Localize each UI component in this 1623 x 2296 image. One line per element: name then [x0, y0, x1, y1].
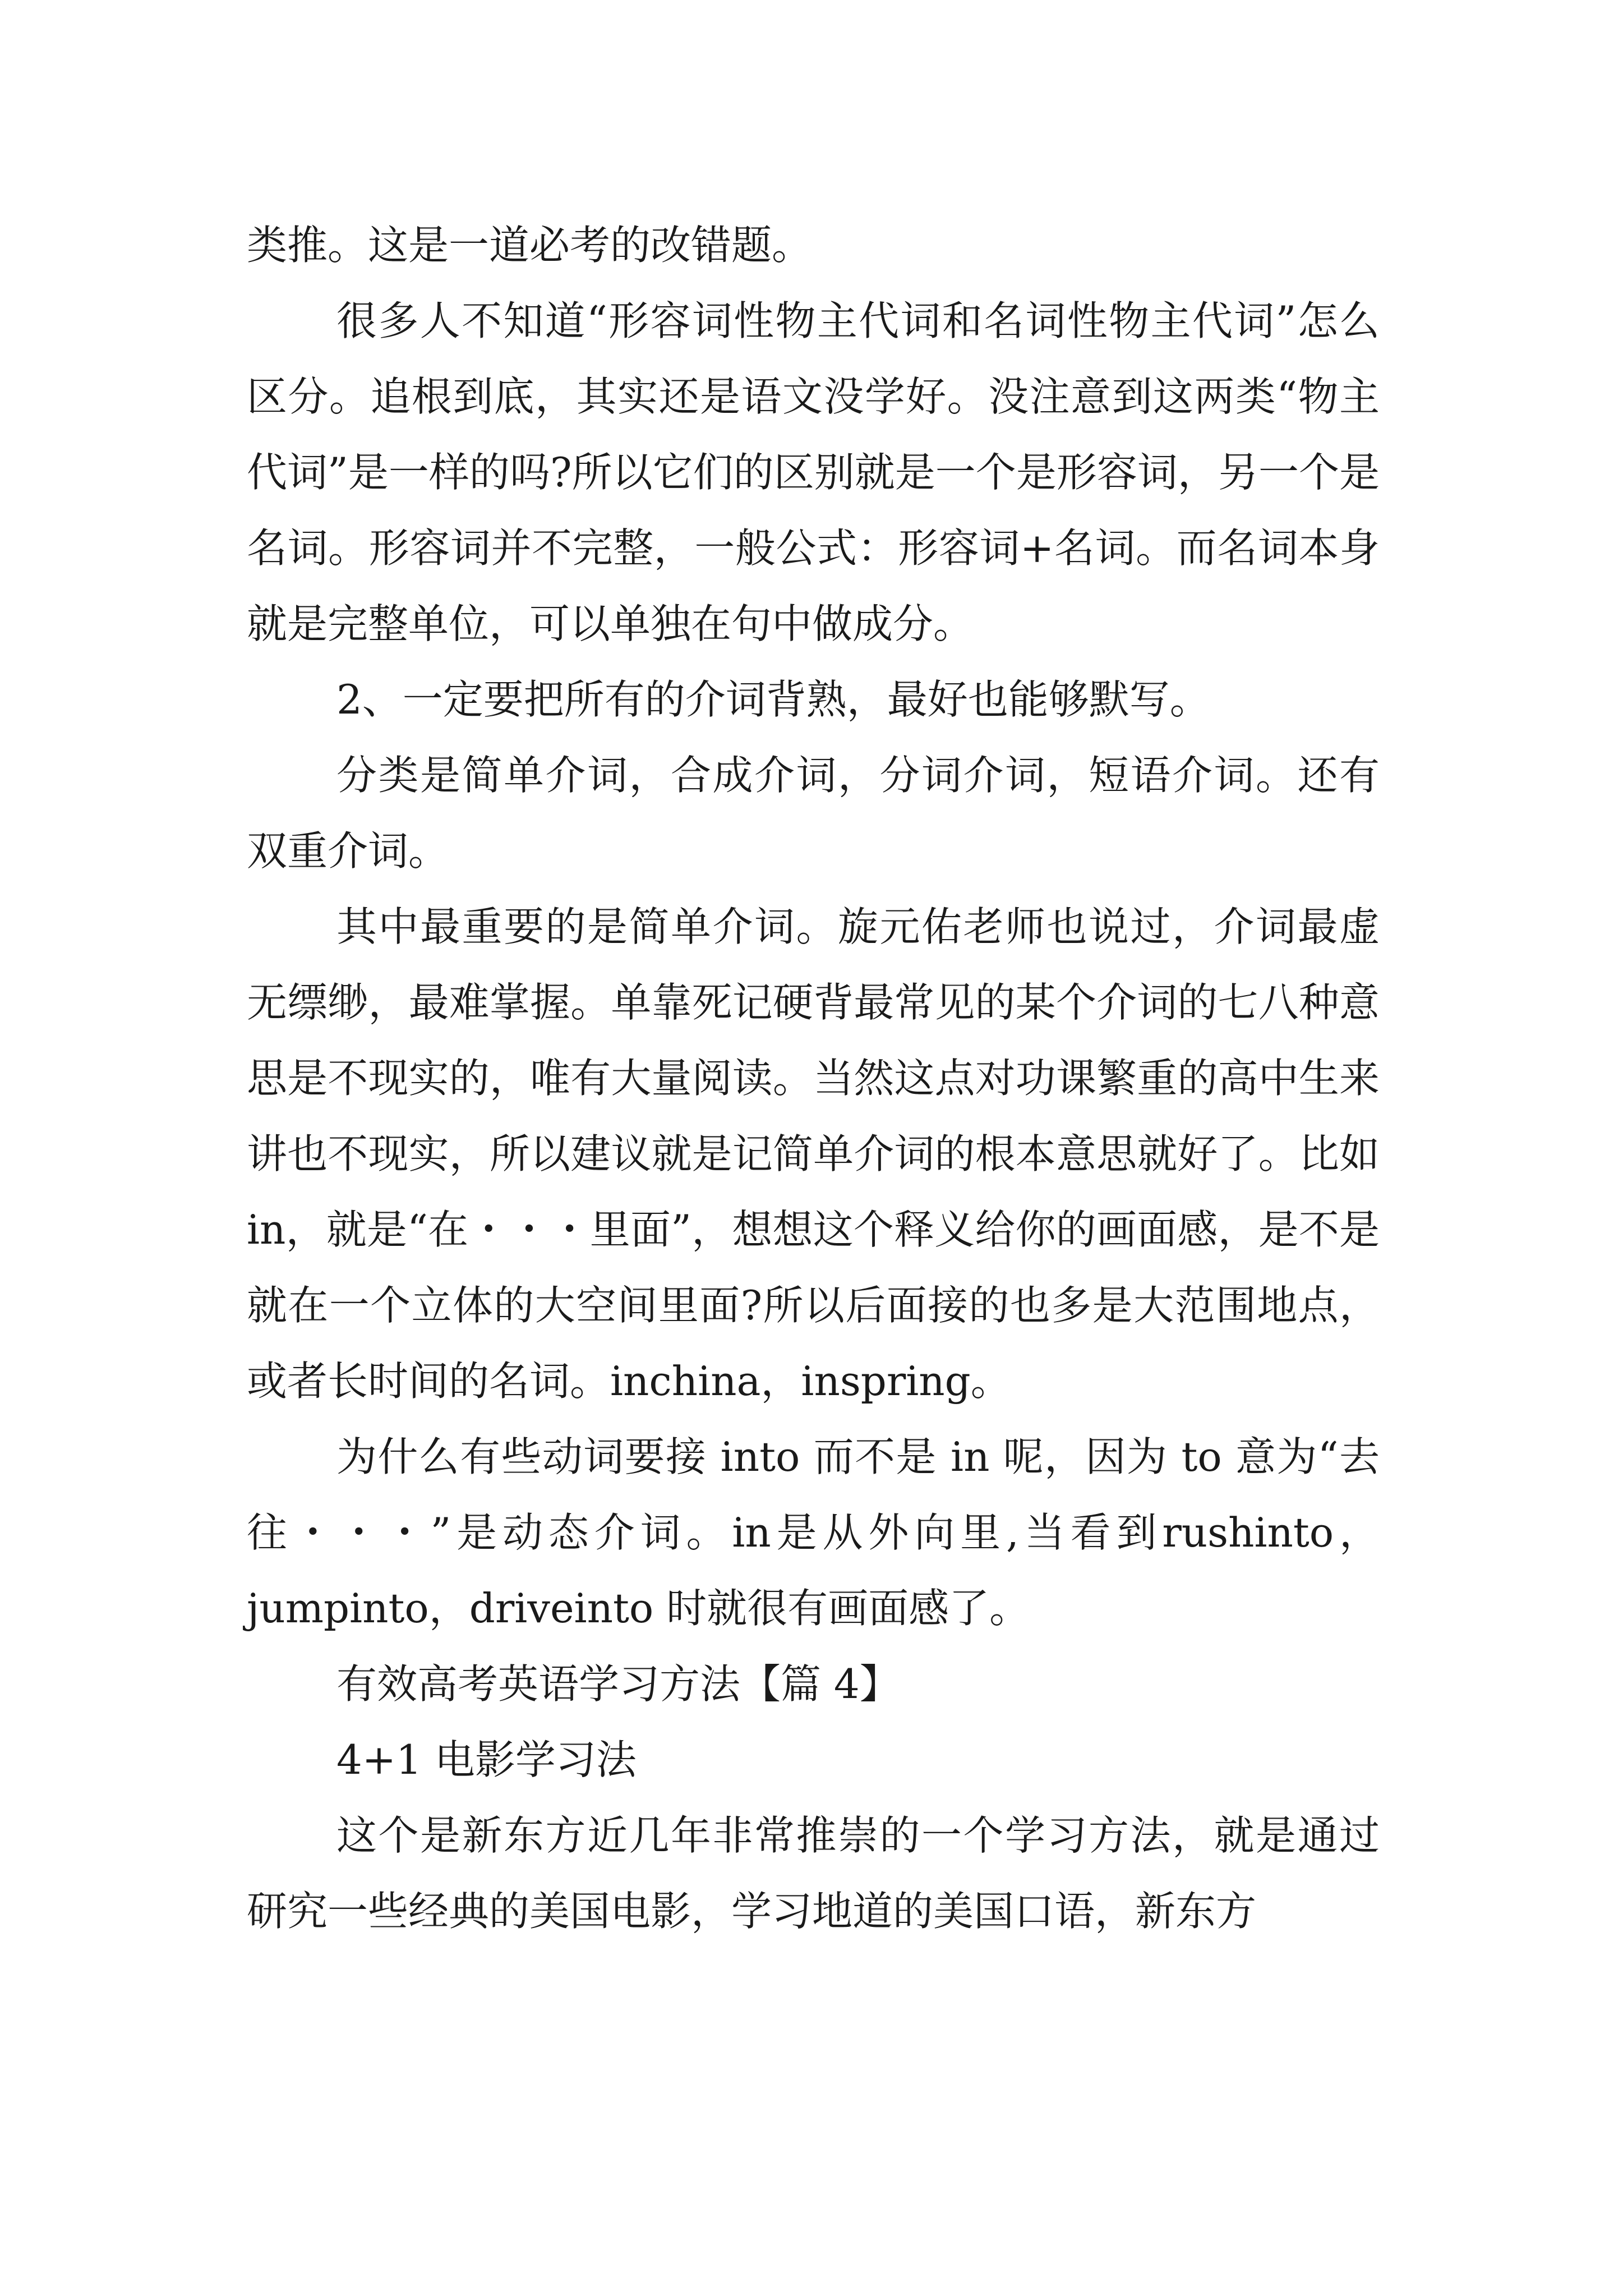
section-heading: 有效高考英语学习方法【篇 4】: [336, 1660, 900, 1708]
paragraph-point-2: 2、一定要把所有的介词背熟，最好也能够默写。: [336, 676, 1210, 723]
paragraph-preposition-types: 分类是简单介词，合成介词，分词介词，短语介词。还有双重介词。: [247, 752, 1380, 875]
paragraph-possessive-pronouns: 很多人不知道“形容词性物主代词和名词性物主代词”怎么区分。追根到底，其实还是语文没学好。没注意到这两类“物主代词”是一样的吗?所以它们的区别就是一个是形容词，另一个是名词。形容词并不完整，一般公式：形容词+名词。而名词本身就是完整单位，可以单独在句中做成分。: [247, 297, 1380, 647]
paragraph-continuation: 类推。这是一道必考的改错题。: [247, 222, 813, 269]
paragraph-into-vs-in: 为什么有些动词要接 into 而不是 in 呢，因为 to 意为“去往・・・”是动态介词。in是从外向里,当看到rushinto，jumpinto，driveinto 时就很有画面感了。: [247, 1433, 1380, 1632]
paragraph-simple-prepositions: 其中最重要的是简单介词。旋元佑老师也说过，介词最虚无缥缈，最难掌握。单靠死记硬背最常见的某个介词的七八种意思是不现实的，唯有大量阅读。当然这点对功课繁重的高中生来讲也不现实，所以建议就是记简单介词的根本意思就好了。比如 in，就是“在・・・里面”，想想这个释义给你的画面感，是不是就在一个立体的大空间里面?所以后面接的也多是大范围地点，或者长时间的名词。inchina，inspring。: [247, 903, 1380, 1405]
document-body: [247, 208, 1380, 1949]
paragraph-movie-method: 这个是新东方近几年非常推崇的一个学习方法，就是通过研究一些经典的美国电影，学习地道的美国口语，新东方: [247, 1812, 1380, 1935]
subheading-movie-method: 4+1 电影学习法: [336, 1736, 637, 1783]
